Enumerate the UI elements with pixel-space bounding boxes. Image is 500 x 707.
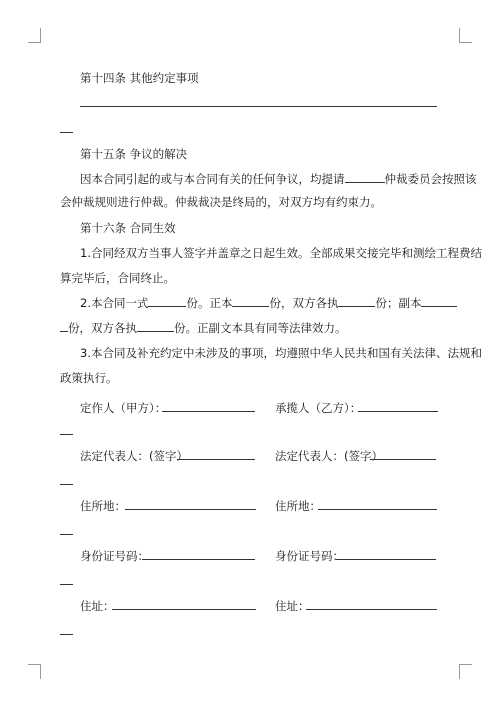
blank-line-continuation [60, 634, 73, 635]
duplicate-blank [421, 295, 457, 307]
blank-line-continuation [60, 534, 73, 535]
id-number-a-blank [142, 559, 255, 560]
original-text: 份。正本 [186, 296, 233, 310]
article-16-p1-line-1: 1.合同经双方当事人签字并盖章之日起生效。全部成果交接完毕和测绘工程费结 [80, 246, 482, 260]
duplicate-blank-continued [60, 320, 68, 332]
blank-line-continuation [60, 132, 73, 133]
domicile-b-label: 住所地： [275, 499, 321, 513]
blank-line-continuation [60, 584, 73, 585]
crop-mark-bottom-right [459, 664, 472, 679]
article-14-title: 第十四条 其他约定事项 [80, 71, 199, 85]
article-16-p3-line-1: 3.本合同及补充约定中未涉及的事项，均遵照中华人民共和国有关法律、法规和 [80, 346, 482, 360]
article-16-p2-line-2 [60, 320, 347, 336]
each-party-text: 份，双方各执 [269, 296, 339, 310]
address-b-label: 住址： [275, 599, 310, 613]
address-b-blank [306, 609, 437, 610]
each-party-text-2: 份，双方各执 [68, 321, 137, 335]
equal-effect-text: 份。正副文本具有同等法律效力。 [174, 321, 347, 335]
article-16-title: 第十六条 合同生效 [80, 221, 176, 235]
each-party-blank-2 [137, 320, 174, 332]
blank-line-continuation [60, 484, 73, 485]
copies-text: 2.本合同一式 [80, 296, 149, 310]
crop-mark-top-left [28, 28, 41, 43]
id-number-b-label: 身份证号码： [275, 549, 344, 563]
copies-blank [148, 295, 186, 307]
article-15-text-a: 因本合同引起的或与本合同有关的任何争议，均提请 [80, 172, 345, 186]
duplicate-text: 份；副本 [375, 296, 422, 310]
address-a-blank [112, 609, 256, 610]
arbitration-blank [345, 171, 385, 183]
domicile-a-label: 住所地： [80, 499, 126, 513]
legal-rep-b-blank [370, 459, 436, 460]
legal-rep-a-blank [177, 459, 255, 460]
original-blank [232, 295, 269, 307]
article-15-line-2: 会仲裁规则进行仲裁。仲裁裁决是终局的，对双方均有约束力。 [60, 195, 382, 209]
article-16-p1-line-2: 算完毕后，合同终止。 [60, 271, 175, 285]
party-b-label: 承揽人（乙方）： [275, 401, 362, 415]
article-15-title: 第十五条 争议的解决 [80, 147, 188, 161]
article-16-p3-line-2: 政策执行。 [60, 371, 118, 385]
legal-rep-a-label: 法定代表人：(签字） [80, 449, 188, 463]
party-a-label: 定作人（甲方）： [80, 401, 167, 415]
crop-mark-top-right [459, 28, 472, 43]
each-party-blank [338, 295, 375, 307]
article-16-p2-line-1 [80, 295, 457, 311]
blank-line-article-14 [80, 106, 437, 107]
domicile-b-blank [318, 509, 437, 510]
legal-rep-b-label: 法定代表人：(签字） [275, 449, 383, 463]
blank-line-continuation [60, 434, 73, 435]
crop-mark-bottom-left [28, 664, 41, 679]
id-number-b-blank [336, 559, 436, 560]
address-a-label: 住址： [80, 599, 115, 613]
article-15-line-1 [80, 171, 477, 187]
id-number-a-label: 身份证号码： [80, 549, 149, 563]
party-a-blank [162, 411, 255, 412]
party-b-blank [358, 411, 438, 412]
article-15-text-b: 仲裁委员会按照该 [384, 172, 477, 186]
domicile-a-blank [125, 509, 256, 510]
